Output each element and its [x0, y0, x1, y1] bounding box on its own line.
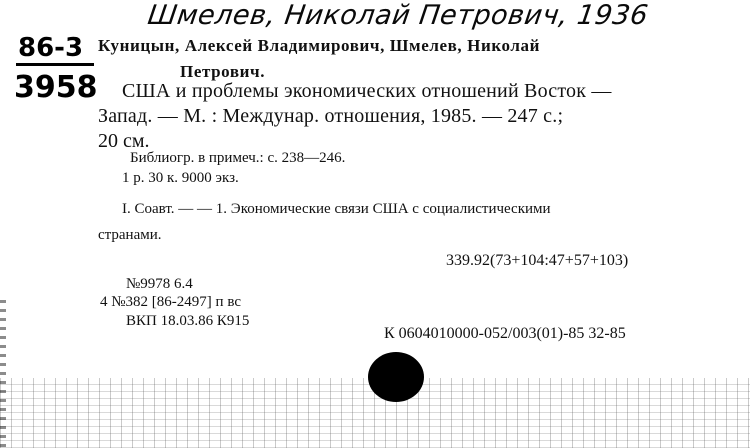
order-line2: 4 №382 [86-2497] п вс [100, 294, 241, 310]
price-print-run-note: 1 р. 30 к. 9000 экз. [122, 170, 239, 186]
title-line1: США и проблемы экономических отношений Восток — [122, 80, 612, 102]
classification-number: 339.92(73+104:47+57+103) [446, 252, 629, 269]
catalog-code: К 0604010000-052/003(01)-85 32-85 [384, 325, 626, 342]
tracings-line1: I. Соавт. — — 1. Экономические связи США с социалистическими [122, 201, 551, 217]
author-heading-line1: Куницын, Алексей Владимирович, Шмелев, Николай [98, 36, 541, 55]
order-line1: №9978 6.4 [126, 276, 193, 292]
shelf-mark-line1: 86-3 [18, 33, 84, 63]
tracings-line2: странами. [98, 227, 162, 243]
title-line2: Запад. — М. : Междунар. отношения, 1985. — 247 с.; [98, 105, 564, 127]
title-line3: 20 см. [98, 130, 150, 152]
author-heading-line2: Петрович. [180, 62, 266, 81]
shelf-mark-underline [16, 63, 94, 66]
handwritten-heading: Шмелев, Николай Петрович, 1936 [145, 0, 651, 31]
shelf-mark-line2: 3958 [14, 70, 98, 105]
bibliography-note: Библиогр. в примеч.: с. 238—246. [130, 150, 346, 166]
bottom-scan-noise [0, 378, 750, 448]
order-line3: ВКП 18.03.86 К915 [126, 313, 250, 329]
